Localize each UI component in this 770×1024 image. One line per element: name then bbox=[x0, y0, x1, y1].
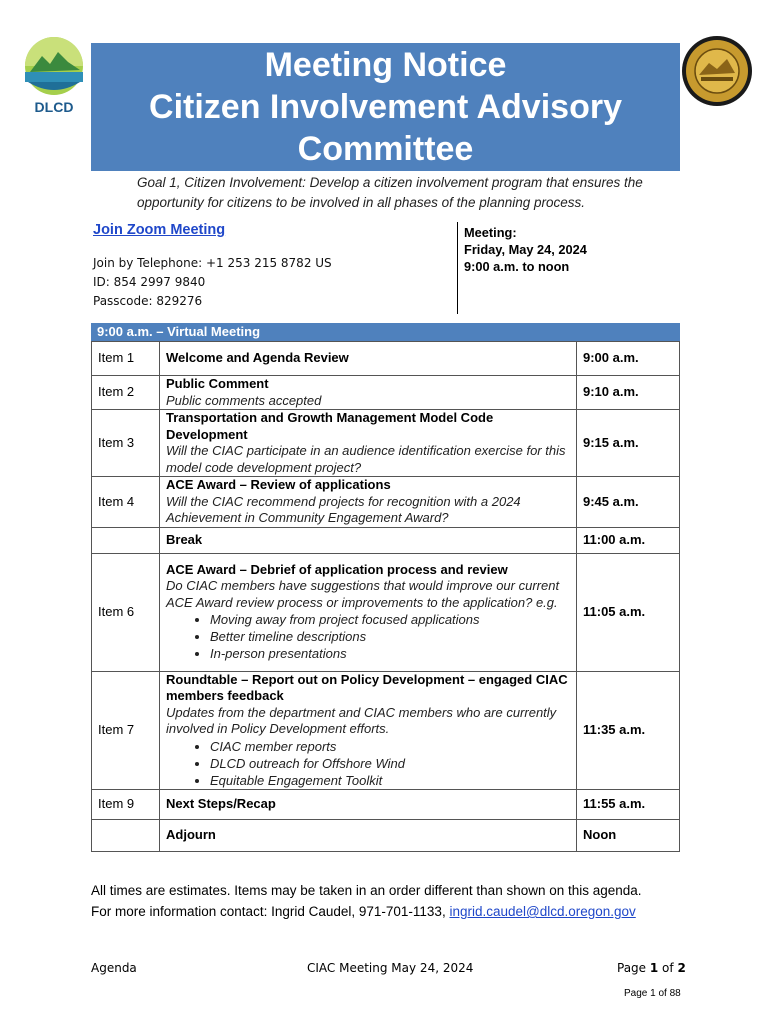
item-time: 9:15 a.m. bbox=[577, 410, 680, 477]
bullet-list bbox=[166, 611, 570, 662]
list-item: • In-person presentations bbox=[210, 645, 570, 662]
item-cell bbox=[160, 789, 577, 819]
footer-page bbox=[617, 961, 686, 975]
item-time: Noon bbox=[577, 819, 680, 851]
item-title: Adjourn bbox=[166, 826, 216, 842]
list-item: • Better timeline descriptions bbox=[210, 628, 570, 645]
divider bbox=[457, 222, 458, 314]
item-title: Next Steps/Recap bbox=[166, 795, 276, 811]
goal-statement: Goal 1, Citizen Involvement: Develop a citizen involvement program that ensures the opportunity for citizens to be involved in all phases of the planning process. bbox=[137, 175, 643, 210]
item-cell bbox=[160, 671, 577, 789]
table-row bbox=[92, 477, 680, 528]
item-number: Item 3 bbox=[92, 410, 160, 477]
page-prefix: Page bbox=[617, 961, 650, 975]
agenda-table bbox=[91, 341, 680, 852]
list-item: • CIAC member reports bbox=[210, 738, 570, 755]
title-line-1: Meeting Notice bbox=[264, 46, 507, 84]
footnote bbox=[91, 880, 711, 922]
item-title: ACE Award – Debrief of application process and review bbox=[166, 561, 508, 577]
contact-email-link[interactable]: ingrid.caudel@dlcd.oregon.gov bbox=[449, 904, 636, 919]
item-cell bbox=[160, 527, 577, 553]
item-number bbox=[92, 527, 160, 553]
page-current: 1 bbox=[649, 961, 659, 975]
table-row bbox=[92, 789, 680, 819]
item-number bbox=[92, 819, 160, 851]
item-number: Item 7 bbox=[92, 671, 160, 789]
dlcd-logo-text: DLCD bbox=[34, 99, 74, 115]
bullet-list bbox=[166, 738, 570, 789]
oregon-state-seal bbox=[681, 35, 753, 107]
item-number: Item 4 bbox=[92, 477, 160, 528]
title-line-3: Committee bbox=[297, 130, 474, 168]
list-item: • Moving away from project focused applications bbox=[210, 611, 570, 628]
footer-left: Agenda bbox=[91, 961, 137, 975]
item-title: Transportation and Growth Management Model Code Development bbox=[166, 410, 494, 442]
item-title: Roundtable – Report out on Policy Development – engaged CIAC members feedback bbox=[166, 671, 568, 703]
table-row bbox=[92, 410, 680, 477]
item-title: Public Comment bbox=[166, 376, 269, 391]
item-number: Item 6 bbox=[92, 553, 160, 671]
title-line-2: Citizen Involvement Advisory bbox=[149, 88, 622, 126]
item-time: 11:35 a.m. bbox=[577, 671, 680, 789]
table-row bbox=[92, 527, 680, 553]
item-time: 9:10 a.m. bbox=[577, 376, 680, 410]
list-item: • DLCD outreach for Offshore Wind bbox=[210, 755, 570, 772]
table-row bbox=[92, 553, 680, 671]
footnote-contact: For more information contact: Ingrid Caudel, 971-701-1133, bbox=[91, 904, 450, 919]
item-cell bbox=[160, 477, 577, 528]
item-description: Updates from the department and CIAC members who are currently involved in Policy Development efforts. bbox=[166, 704, 557, 736]
join-zoom-link[interactable]: Join Zoom Meeting bbox=[93, 222, 226, 238]
table-row bbox=[92, 671, 680, 789]
item-number: Item 2 bbox=[92, 376, 160, 410]
dlcd-logo bbox=[22, 36, 86, 116]
zoom-info bbox=[93, 222, 453, 311]
page-total: 2 bbox=[677, 961, 686, 975]
item-description: Public comments accepted bbox=[166, 392, 322, 408]
item-description: Will the CIAC participate in an audience identification exercise for this model code development project? bbox=[166, 443, 566, 475]
item-title: Welcome and Agenda Review bbox=[166, 350, 349, 366]
item-time: 9:00 a.m. bbox=[577, 342, 680, 376]
item-time: 11:55 a.m. bbox=[577, 789, 680, 819]
table-row bbox=[92, 342, 680, 376]
item-cell bbox=[160, 410, 577, 477]
meeting-id-text: ID: 854 2997 9840 bbox=[93, 275, 206, 289]
item-cell bbox=[160, 819, 577, 851]
footer-center: CIAC Meeting May 24, 2024 bbox=[307, 961, 474, 975]
item-title: ACE Award – Review of applications bbox=[166, 477, 391, 492]
item-number: Item 1 bbox=[92, 342, 160, 376]
footnote-line-1: All times are estimates. Items may be taken in an order different than shown on this agenda. bbox=[91, 883, 642, 898]
pdf-page-number: Page 1 of 88 bbox=[624, 988, 681, 999]
item-title: Break bbox=[166, 531, 203, 547]
item-cell bbox=[160, 342, 577, 376]
passcode-text: Passcode: 829276 bbox=[93, 294, 203, 308]
item-cell bbox=[160, 553, 577, 671]
telephone-text: Join by Telephone: +1 253 215 8782 US bbox=[93, 256, 332, 270]
section-header: 9:00 a.m. – Virtual Meeting bbox=[91, 323, 680, 341]
meeting-label: Meeting: bbox=[464, 225, 517, 240]
table-row bbox=[92, 376, 680, 410]
page-of: of bbox=[658, 961, 678, 975]
meeting-details bbox=[464, 224, 587, 275]
item-description: Do CIAC members have suggestions that would improve our current ACE Award review process or improvements to the application? e.g. bbox=[166, 578, 560, 610]
table-row bbox=[92, 819, 680, 851]
item-time: 11:05 a.m. bbox=[577, 553, 680, 671]
list-item: • Equitable Engagement Toolkit bbox=[210, 772, 570, 789]
item-number: Item 9 bbox=[92, 789, 160, 819]
page-title bbox=[91, 43, 680, 171]
item-time: 11:00 a.m. bbox=[577, 527, 680, 553]
item-cell bbox=[160, 376, 577, 410]
item-description: Will the CIAC recommend projects for recognition with a 2024 Achievement in Community Engagement Award? bbox=[166, 493, 521, 525]
meeting-date: Friday, May 24, 2024 bbox=[464, 242, 587, 257]
item-time: 9:45 a.m. bbox=[577, 477, 680, 528]
meeting-time: 9:00 a.m. to noon bbox=[464, 259, 570, 274]
